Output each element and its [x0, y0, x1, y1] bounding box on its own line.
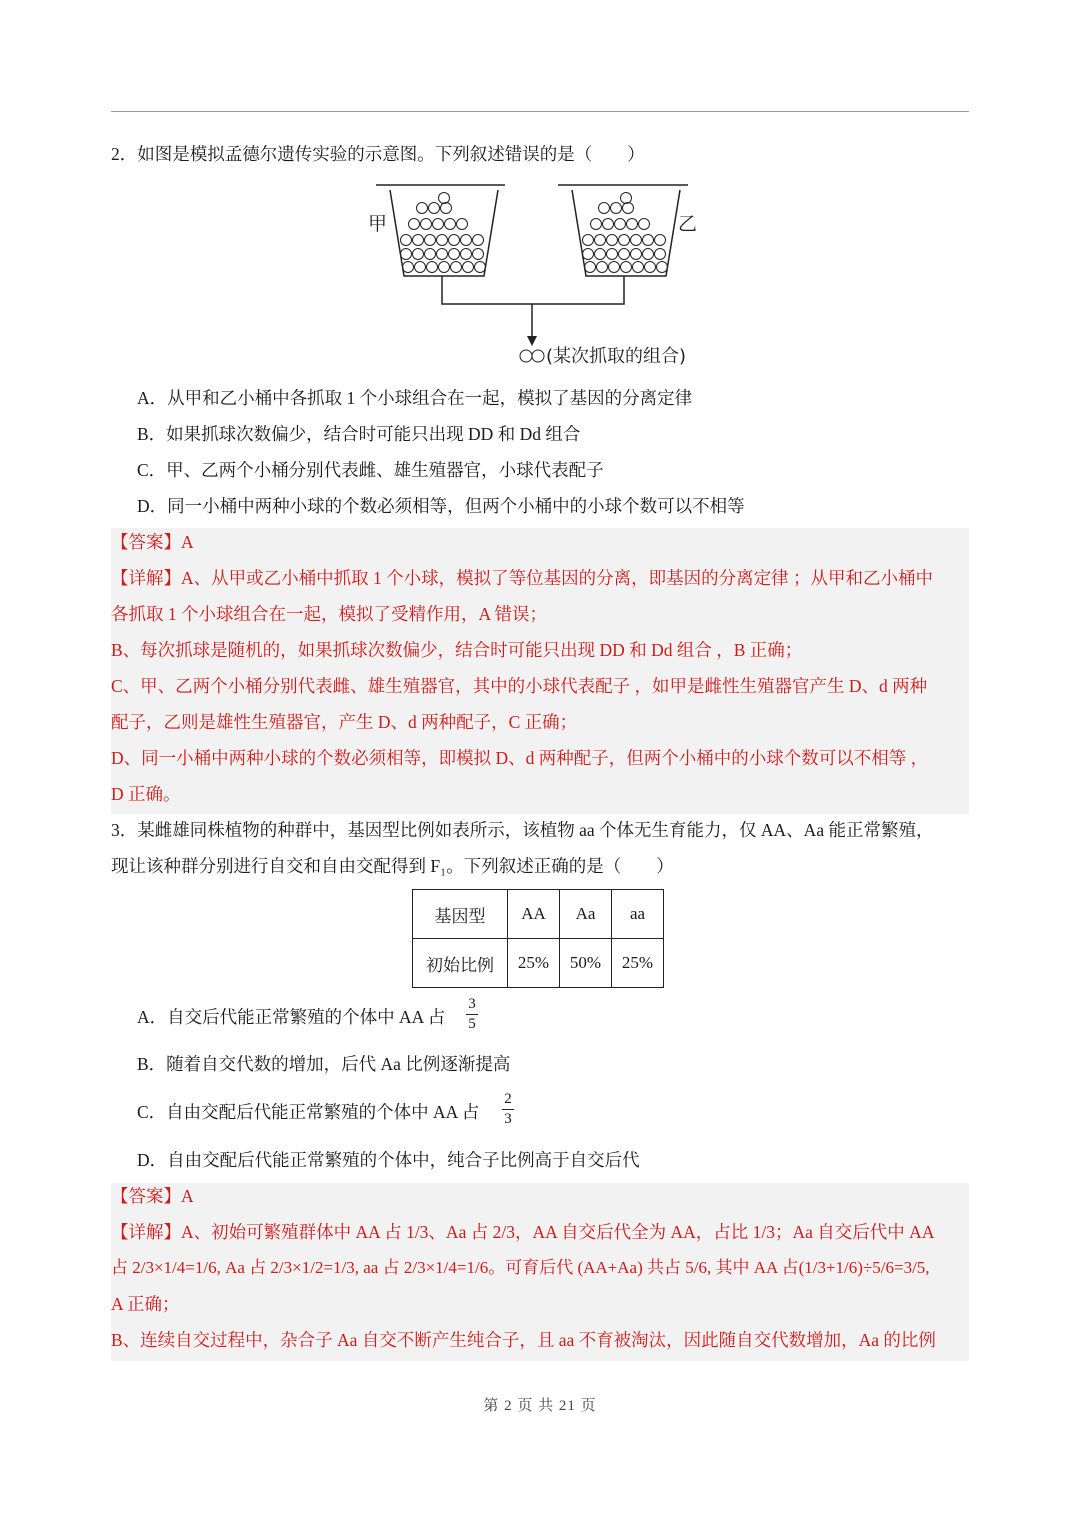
q2-detail-line: 各抓取 1 个小球组合在一起，模拟了受精作用，A 错误； [111, 604, 548, 624]
q3-option-a: A．自交后代能正常繁殖的个体中 AA 占 [137, 1007, 446, 1027]
ball [603, 219, 614, 230]
ball [437, 235, 448, 246]
q2-stem: 2．如图是模拟孟德尔遗传实验的示意图。下列叙述错误的是（ ） [111, 144, 645, 164]
ball [615, 219, 626, 230]
ball [417, 203, 428, 214]
ball [643, 235, 654, 246]
ball [449, 235, 460, 246]
ball [657, 262, 668, 273]
ball [427, 262, 438, 273]
ball [425, 249, 436, 260]
ball [475, 262, 486, 273]
ball [473, 235, 484, 246]
ball [597, 262, 608, 273]
ball [645, 262, 656, 273]
ball [429, 203, 440, 214]
ball [595, 249, 606, 260]
table-header-cell: AA [508, 890, 560, 939]
ball [409, 219, 420, 230]
ball [401, 249, 412, 260]
ball [621, 262, 632, 273]
q2-detail-line: C、甲、乙两个小桶分别代表雌、雄生殖器官，其中的小球代表配子 ，如甲是雌性生殖器官产生 D、d 两种 [111, 676, 928, 696]
ball [621, 193, 632, 204]
table-header-cell: aa [612, 890, 664, 939]
table-header-cell: Aa [560, 890, 612, 939]
q3-option-d: D．自由交配后代能正常繁殖的个体中，纯合子比例高于自交后代 [137, 1150, 640, 1170]
ball [437, 249, 448, 260]
table-cell: 初始比例 [413, 939, 508, 988]
ball [607, 235, 618, 246]
q3-detail-line: 【详解】A、初始可繁殖群体中 AA 占 1/3、Aa 占 2/3，AA 自交后代全为 AA，占比 1/3；Aa 自交后代中 AA [111, 1222, 935, 1242]
q3-answer: 【答案】A [111, 1186, 194, 1206]
ball [461, 249, 472, 260]
ball [655, 249, 666, 260]
q3-option-c: C．自由交配后代能正常繁殖的个体中 AA 占 [137, 1102, 480, 1122]
ball [633, 262, 644, 273]
connector-line [442, 276, 624, 304]
q2-detail-line: B、每次抓球是随机的，如果抓球次数偏少，结合时可能只出现 DD 和 Dd 组合 ，B 正确； [111, 640, 803, 660]
ball [609, 262, 620, 273]
q2-detail-line: 配子，乙则是雄性生殖器官，产生 D、d 两种配子，C 正确； [111, 712, 578, 732]
q2-option-a: A．从甲和乙小桶中各抓取 1 个小球组合在一起，模拟了基因的分离定律 [137, 388, 693, 408]
q2-option-b: B．如果抓球次数偏少，结合时可能只出现 DD 和 Dd 组合 [137, 424, 581, 444]
fraction-numerator: 3 [468, 996, 476, 1012]
ball [631, 235, 642, 246]
table-row [413, 939, 664, 988]
ball [627, 219, 638, 230]
table-cell: 25% [508, 939, 560, 988]
ball [639, 219, 650, 230]
arrow-head [527, 336, 537, 346]
ball [445, 219, 456, 230]
ball [611, 203, 622, 214]
ball [619, 249, 630, 260]
q2-detail-line: D 正确。 [111, 784, 181, 804]
balls-jia [401, 193, 486, 273]
q2-detail-line: 【详解】A、从甲或乙小桶中抓取 1 个小球，模拟了等位基因的分离，即基因的分离定律 ；从甲和乙小桶中 [111, 568, 934, 588]
fraction-denominator: 5 [468, 1016, 476, 1032]
q2-option-c: C．甲、乙两个小桶分别代表雌、雄生殖器官，小球代表配子 [137, 460, 604, 480]
ball [595, 235, 606, 246]
q3-detail-line: A 正确； [111, 1294, 180, 1314]
ball [607, 249, 618, 260]
q2-answer: 【答案】A [111, 532, 194, 552]
result-balls [520, 350, 544, 362]
ball [439, 262, 450, 273]
q3-detail-line: 占 2/3×1/4=1/6, Aa 占 2/3×1/2=1/3, aa 占 2/3×1/4=1/6。可育后代 (AA+Aa) 共占 5/6, 其中 AA 占(1/3+1/6)÷5/6=3/5, [111, 1258, 930, 1277]
ball [415, 262, 426, 273]
result-caption: (某次抓取的组合) [546, 346, 687, 367]
q2-detail-line: D、同一小桶中两种小球的个数必须相等，即模拟 D、d 两种配子，但两个小桶中的小球个数可以不相等 ， [111, 748, 929, 768]
ball [441, 203, 452, 214]
page-footer: 第 2 页 共 21 页 [483, 1398, 597, 1414]
header-rule [111, 111, 969, 112]
ball [655, 235, 666, 246]
ball [585, 262, 596, 273]
ball [463, 262, 474, 273]
ball [451, 262, 462, 273]
ball [421, 219, 432, 230]
ball [439, 193, 450, 204]
ball [643, 249, 654, 260]
mendel-bucket-figure [360, 178, 720, 373]
q3-detail-line: B、连续自交过程中，杂合子 Aa 自交不断产生纯合子，且 aa 不育被淘汰，因此随自交代数增加，Aa 的比例 [111, 1330, 936, 1350]
q3-stem-line: 3．某雌雄同株植物的种群中，基因型比例如表所示，该植物 aa 个体无生育能力，仅 AA、Aa 能正常繁殖， [111, 820, 934, 840]
ball [403, 262, 414, 273]
ball [583, 249, 594, 260]
fraction-numerator: 2 [504, 1091, 512, 1107]
fraction-denominator: 3 [504, 1111, 512, 1127]
ball [623, 203, 634, 214]
ball [401, 235, 412, 246]
q3-option-b: B．随着自交代数的增加，后代 Aa 比例逐渐提高 [137, 1054, 511, 1074]
ball [449, 249, 460, 260]
ball [473, 249, 484, 260]
table-header-cell: 基因型 [413, 890, 508, 939]
genotype-table [412, 889, 664, 988]
ball [583, 235, 594, 246]
ball [425, 235, 436, 246]
ball [413, 235, 424, 246]
ball [619, 235, 630, 246]
table-header-row [413, 890, 664, 939]
balls-yi [583, 193, 668, 273]
table-cell: 25% [612, 939, 664, 988]
ball [433, 219, 444, 230]
table-cell: 50% [560, 939, 612, 988]
bucket-label-jia: 甲 [368, 213, 388, 235]
ball [591, 219, 602, 230]
ball [599, 203, 610, 214]
fraction-two-thirds [502, 1091, 514, 1128]
ball [413, 249, 424, 260]
q3-stem-line: 现让该种群分别进行自交和自由交配得到 F₁。下列叙述正确的是（ ） [111, 856, 674, 876]
ball [461, 235, 472, 246]
ball [457, 219, 468, 230]
bucket-label-yi: 乙 [678, 213, 698, 235]
ball [631, 249, 642, 260]
fraction-three-fifths [466, 996, 478, 1033]
q2-option-d: D．同一小桶中两种小球的个数必须相等，但两个小桶中的小球个数可以不相等 [137, 496, 745, 516]
